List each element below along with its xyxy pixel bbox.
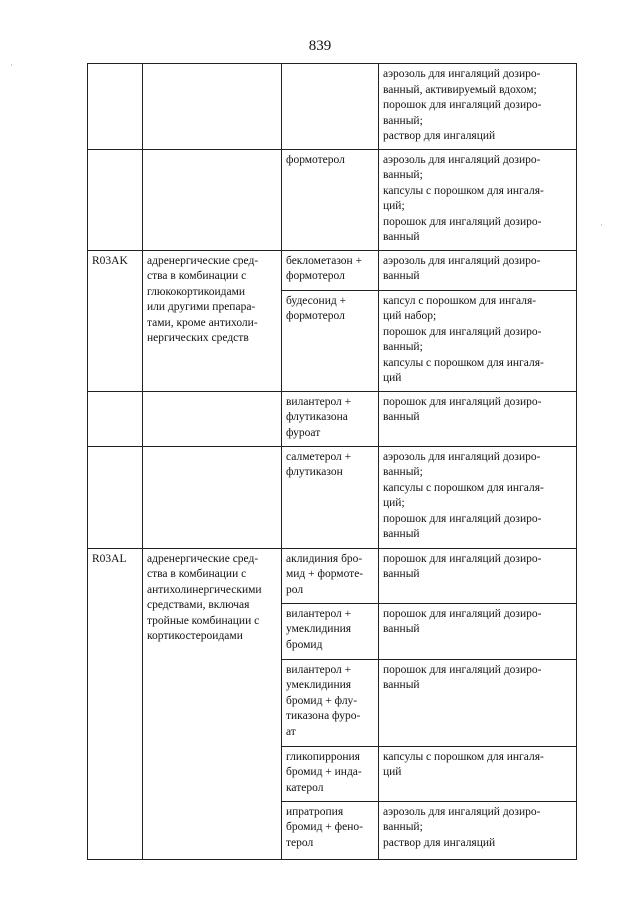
table-row	[88, 64, 577, 150]
code-cell: R03AL	[88, 548, 143, 859]
substance-cell: формотерол	[282, 149, 379, 250]
dosage-form-cell: капсул с порошком для ингаля- ций набор; порошок для ингаляций дозиро- ванный; капсулы с порошком для ингаля- ций	[379, 290, 577, 391]
table-row	[88, 391, 577, 446]
code-cell: R03AK	[88, 250, 143, 391]
dosage-form-cell: аэрозоль для ингаляций дозиро- ванный; капсулы с порошком для ингаля- ций; порошок для ингаляций дозиро- ванный	[379, 149, 577, 250]
group-cell: адренергические сред- ства в комбинации с глюкокортикоидами или другими препара- тами, кроме антихоли- нергических средств	[143, 250, 282, 391]
table-row	[88, 149, 577, 250]
substance-cell: ипратропия бромид + фено- терол	[282, 801, 379, 859]
table-row	[88, 548, 577, 603]
substance-cell	[282, 64, 379, 150]
dosage-form-cell: порошок для ингаляций дозиро- ванный	[379, 659, 577, 746]
atc-codes-table	[87, 63, 577, 860]
code-cell	[88, 149, 143, 250]
substance-cell: будесонид + формотерол	[282, 290, 379, 391]
code-cell	[88, 64, 143, 150]
substance-cell: вилантерол + умеклидиния бромид + флу- тиказона фуро- ат	[282, 659, 379, 746]
table-row	[88, 446, 577, 548]
scan-mark: ·	[10, 60, 13, 70]
substance-cell: аклидиния бро- мид + формоте- рол	[282, 548, 379, 603]
substance-cell: беклометазон + формотерол	[282, 250, 379, 290]
dosage-form-cell: капсулы с порошком для ингаля- ций	[379, 746, 577, 801]
substance-cell: вилантерол + умеклидиния бромид	[282, 603, 379, 659]
group-cell	[143, 149, 282, 250]
table-row	[88, 250, 577, 290]
substance-cell: вилантерол + флутиказона фуроат	[282, 391, 379, 446]
substance-cell: салметерол + флутиказон	[282, 446, 379, 548]
scan-mark: ·	[600, 220, 603, 230]
page-number: 839	[308, 38, 332, 54]
dosage-form-cell: порошок для ингаляций дозиро- ванный	[379, 603, 577, 659]
dosage-form-cell: аэрозоль для ингаляций дозиро- ванный; капсулы с порошком для ингаля- ций; порошок для ингаляций дозиро- ванный	[379, 446, 577, 548]
group-cell	[143, 391, 282, 446]
group-cell: адренергические сред- ства в комбинации с антихолинергическими средствами, включая тройные комбинации с кортикостероидами	[143, 548, 282, 859]
dosage-form-cell: аэрозоль для ингаляций дозиро- ванный, активируемый вдохом; порошок для ингаляций дозиро- ванный; раствор для ингаляций	[379, 64, 577, 150]
group-cell	[143, 64, 282, 150]
code-cell	[88, 391, 143, 446]
dosage-form-cell: порошок для ингаляций дозиро- ванный	[379, 548, 577, 603]
dosage-form-cell: порошок для ингаляций дозиро- ванный	[379, 391, 577, 446]
dosage-form-cell: аэрозоль для ингаляций дозиро- ванный	[379, 250, 577, 290]
substance-cell: гликопиррония бромид + инда- катерол	[282, 746, 379, 801]
group-cell	[143, 446, 282, 548]
code-cell	[88, 446, 143, 548]
dosage-form-cell: аэрозоль для ингаляций дозиро- ванный; раствор для ингаляций	[379, 801, 577, 859]
